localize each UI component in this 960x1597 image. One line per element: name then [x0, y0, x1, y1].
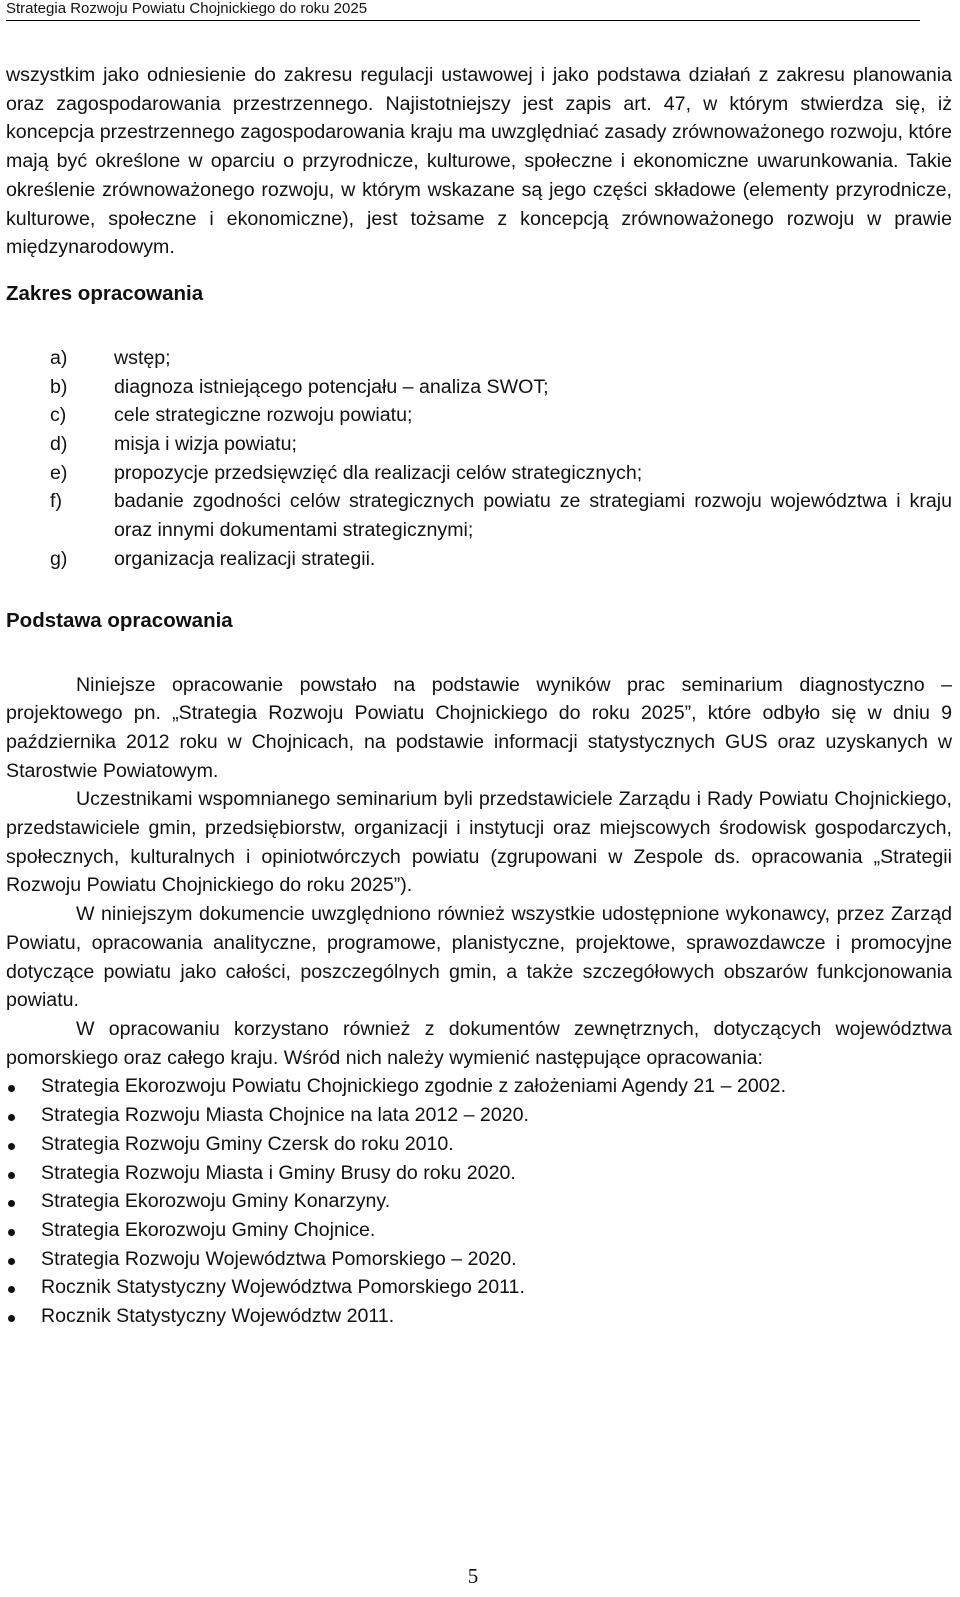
- bullet-icon: [8, 1114, 15, 1121]
- intro-paragraph: wszystkim jako odniesienie do zakresu regulacji ustawowej i jako podstawa działań z zakresu planowania oraz zagospodarowania przestrzennego. Najistotniejszy jest zapis art. 47, w którym stwierdza się, iż koncepcja przestrzennego zagospodarowania kraju ma uwzględniać zasady zrównoważonego rozwoju, które mają być określone w oparciu o przyrodnicze, kulturowe, społeczne i ekonomiczne uwarunkowania. Takie określenie zrównoważonego rozwoju, w którym wskazane są jego części składowe (elementy przyrodnicze, kulturowe, społeczne i ekonomiczne), jest tożsame z koncepcją zrównoważonego rozwoju w prawie międzynarodowym.: [6, 64, 952, 259]
- page-content: [6, 61, 952, 1331]
- scope-item-letter: d): [50, 433, 68, 456]
- scope-item: [6, 401, 952, 430]
- source-document-text: Strategia Ekorozwoju Powiatu Chojnickiego zgodnie z założeniami Agendy 21 – 2002.: [41, 1075, 787, 1098]
- source-document-item: [6, 1216, 952, 1245]
- scope-item-text: cele strategiczne rozwoju powiatu;: [114, 404, 413, 427]
- scope-heading: Zakres opracowania: [6, 281, 204, 305]
- scope-item-letter: b): [50, 375, 68, 398]
- scope-item-text: wstęp;: [114, 346, 171, 369]
- running-header-title: Strategia Rozwoju Powiatu Chojnickiego do roku 2025: [6, 0, 368, 17]
- scope-item: [6, 545, 952, 574]
- source-document-text: Strategia Rozwoju Województwa Pomorskiego – 2020.: [41, 1247, 517, 1270]
- basis-paragraph: W opracowaniu korzystano również z dokumentów zewnętrznych, dotyczących województwa pomorskiego oraz całego kraju. Wśród nich należy wymienić następujące opracowania:: [6, 1017, 952, 1069]
- bullet-icon: [8, 1258, 15, 1265]
- scope-item-text: organizacja realizacji strategii.: [114, 547, 376, 570]
- bullet-icon: [8, 1085, 15, 1092]
- source-document-item: [6, 1187, 952, 1216]
- scope-item: [6, 459, 952, 488]
- scope-item: [6, 487, 952, 544]
- scope-item-text: propozycje przedsięwzięć dla realizacji celów strategicznych;: [114, 461, 643, 484]
- source-document-text: Strategia Ekorozwoju Gminy Konarzyny.: [41, 1190, 391, 1213]
- scope-item-letter: g): [50, 547, 68, 570]
- scope-item-letter: e): [50, 461, 68, 484]
- source-document-text: Rocznik Statystyczny Województw 2011.: [41, 1305, 395, 1328]
- scope-item-letter: a): [50, 346, 68, 369]
- source-document-item: [6, 1072, 952, 1101]
- source-document-item: [6, 1159, 952, 1188]
- bullet-icon: [8, 1172, 15, 1179]
- scope-list: [6, 344, 952, 574]
- scope-item: [6, 344, 952, 373]
- scope-item-text: misja i wizja powiatu;: [114, 433, 297, 456]
- scope-item-text: badanie zgodności celów strategicznych powiatu ze strategiami rozwoju województwa i kraju oraz innymi dokumentami strategicznymi;: [114, 490, 952, 542]
- bullet-icon: [8, 1286, 15, 1293]
- scope-item-text: diagnoza istniejącego potencjału – analiza SWOT;: [114, 375, 549, 398]
- scope-item-letter: f): [50, 490, 62, 513]
- bullet-icon: [8, 1315, 15, 1322]
- basis-paragraph: W niniejszym dokumencie uwzględniono również wszystkie udostępnione wykonawcy, przez Zarząd Powiatu, opracowania analityczne, programowe, planistyczne, projektowe, sprawozdawcze i promocyjne dotyczące powiatu jako całości, poszczególnych gmin, a także szczegółowych obszarów funkcjonowania powiatu.: [6, 903, 952, 1012]
- bullet-icon: [8, 1229, 15, 1236]
- source-document-text: Rocznik Statystyczny Województwa Pomorskiego 2011.: [41, 1276, 525, 1299]
- page-number: 5: [467, 1564, 479, 1588]
- source-document-item: [6, 1245, 952, 1274]
- source-document-item: [6, 1273, 952, 1302]
- scope-item: [6, 430, 952, 459]
- source-document-item: [6, 1101, 952, 1130]
- source-document-text: Strategia Rozwoju Miasta i Gminy Brusy do roku 2020.: [41, 1161, 516, 1184]
- scope-item-letter: c): [50, 404, 67, 427]
- source-document-text: Strategia Rozwoju Gminy Czersk do roku 2010.: [41, 1132, 454, 1155]
- source-document-item: [6, 1302, 952, 1331]
- source-document-text: Strategia Rozwoju Miasta Chojnice na lata 2012 – 2020.: [41, 1104, 529, 1127]
- source-documents-list: [6, 1072, 952, 1330]
- basis-heading: Podstawa opracowania: [6, 608, 233, 632]
- bullet-icon: [8, 1200, 15, 1207]
- source-document-item: [6, 1130, 952, 1159]
- basis-paragraph: Niniejsze opracowanie powstało na podstawie wyników prac seminarium diagnostyczno – projektowego pn. „Strategia Rozwoju Powiatu Chojnickiego do roku 2025”, które odbyło się w dniu 9 października 2012 roku w Chojnicach, na podstawie informacji statystycznych GUS oraz uzyskanych w Starostwie Powiatowym.: [6, 673, 952, 782]
- running-header: [6, 0, 920, 21]
- basis-paragraph: Uczestnikami wspomnianego seminarium byli przedstawiciele Zarządu i Rady Powiatu Chojnickiego, przedstawiciele gmin, przedsiębiorstw, organizacji i instytucji oraz miejscowych środowisk gospodarczych, społecznych, kulturalnych i opiniotwórczych powiatu (zgrupowani w Zespole ds. opracowania „Strategii Rozwoju Powiatu Chojnickiego do roku 2025”).: [6, 788, 952, 897]
- source-document-text: Strategia Ekorozwoju Gminy Chojnice.: [41, 1218, 376, 1241]
- scope-item: [6, 373, 952, 402]
- bullet-icon: [8, 1143, 15, 1150]
